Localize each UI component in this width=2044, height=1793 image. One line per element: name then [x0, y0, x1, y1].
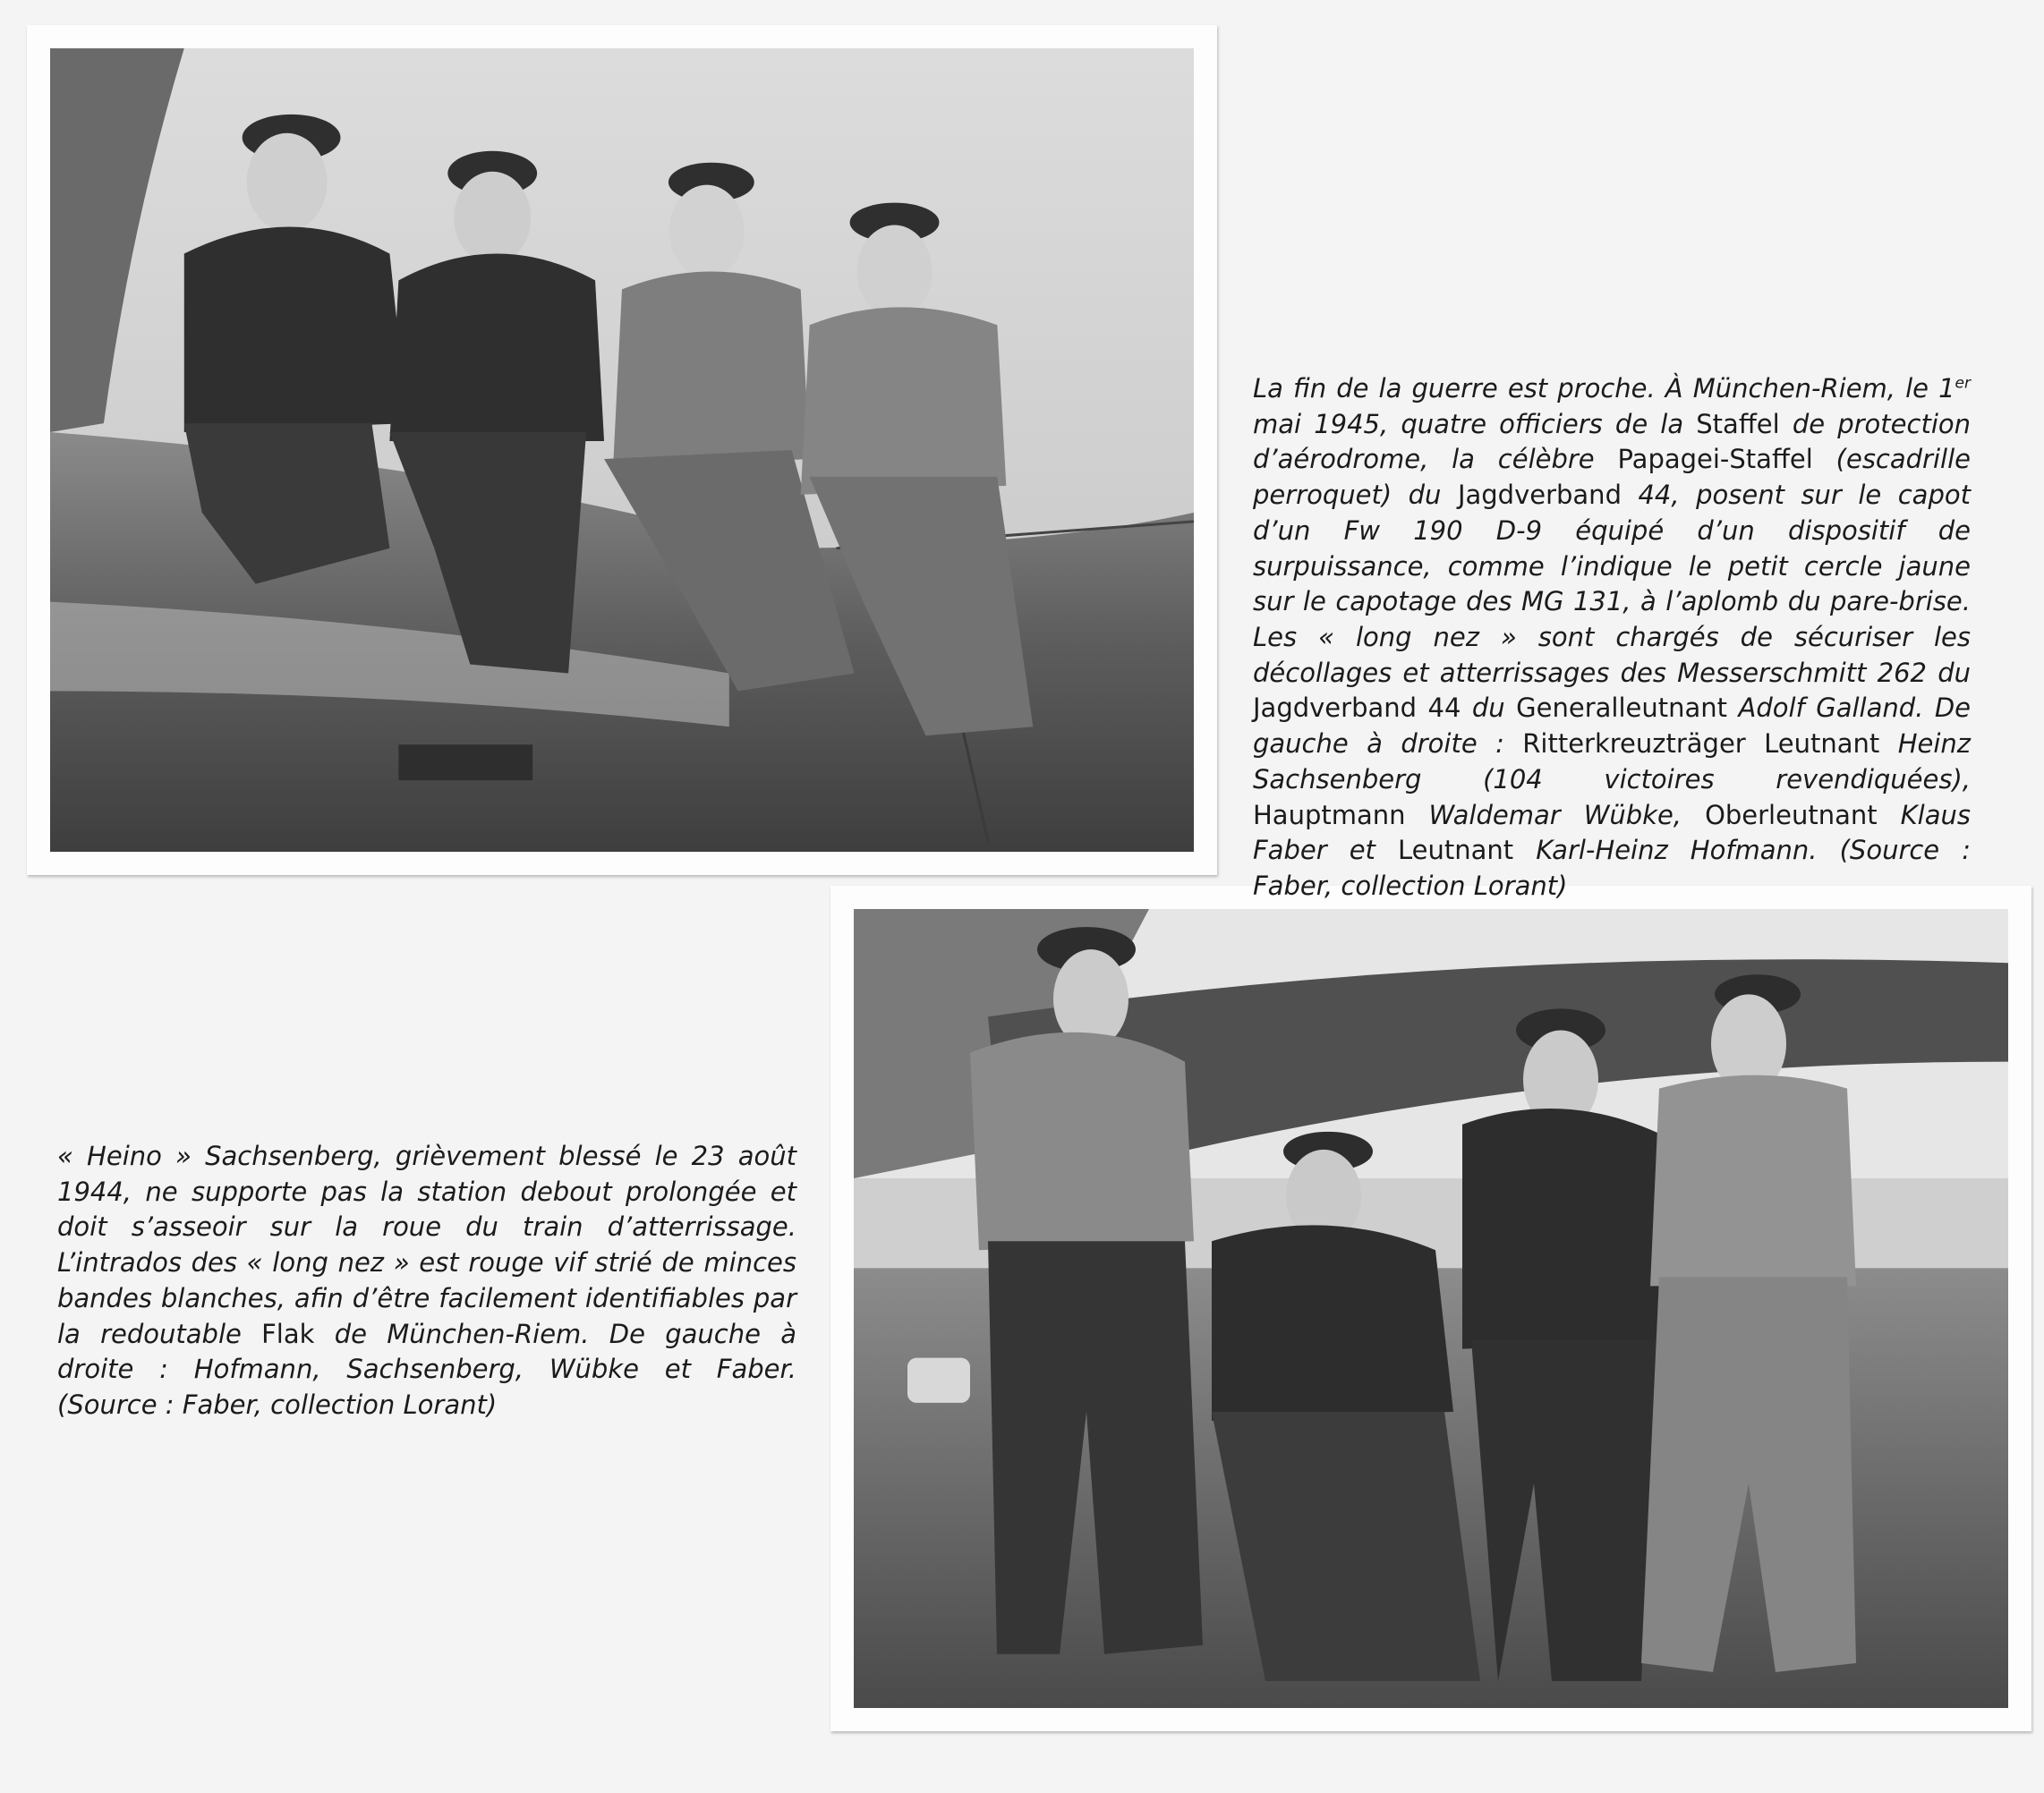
caption-top-text-9: Waldemar Wübke,	[1405, 799, 1706, 830]
caption-top-text-6: du	[1461, 693, 1517, 724]
caption-bottom-text-1: « Heino » Sachsenberg, grièvement blessé le 23 août 1944, ne supporte pas la station debout prolongée et doit s’asseoir sur la roue du train d’atterrissage. L’intrados des « long nez » est rouge vif strié de minces bandes blanches, afin d’être facilement identifiables par la redoutable	[57, 1141, 796, 1349]
caption-top-text-4: (escadrille perroquet) du	[1253, 444, 1971, 511]
caption-top-text-10: Klaus Faber et	[1253, 799, 1971, 866]
photo-top-image	[50, 48, 1194, 852]
caption-bottom-term-flak: Flak	[261, 1318, 315, 1349]
caption-top-text-11: Karl-Heinz Hofmann. (Source : Faber, collection Lorant)	[1253, 835, 1971, 902]
caption-top-text-1: La fin de la guerre est proche. À München-Riem, le 1	[1253, 373, 1955, 404]
caption-top-term-jagdverband: Jagdverband	[1457, 480, 1622, 511]
caption-top-term-jagdverband-44: Jagdverband 44	[1253, 693, 1461, 724]
caption-top-text-7: Adolf Galland. De gauche à droite :	[1253, 693, 1972, 760]
photo-bottom	[830, 886, 2031, 1731]
caption-bottom-text-2: de München-Riem. De gauche à droite : Hofmann, Sachsenberg, Wübke et Faber. (Source : Faber, collection Lorant)	[57, 1318, 796, 1421]
caption-top-text-2: mai 1945, quatre officiers de la	[1253, 408, 1697, 439]
caption-top-term-oberleutnant: Oberleutnant	[1705, 799, 1878, 830]
caption-top-term-hauptmann: Hauptmann	[1253, 799, 1406, 830]
caption-top-text-5: 44, posent sur le capot d’un Fw 190 D-9 équipé d’un dispositif de surpuissance, comme l’indique le petit cercle jaune sur le capotage des MG 131, à l’aplomb du pare-brise. Les « long nez » sont chargés de sécuriser les décollages et atterrissages des Messerschmitt 262 du	[1253, 480, 1971, 688]
caption-bottom	[57, 1139, 796, 1423]
caption-top-text-3: de protection d’aérodrome, la célèbre	[1253, 408, 1971, 475]
caption-top-term-generalleutnant: Generalleutnant	[1516, 693, 1728, 724]
caption-top-term-papagei-staffel: Papagei-Staffel	[1617, 444, 1813, 475]
photo-top	[27, 25, 1217, 875]
caption-top-superscript: er	[1955, 374, 1971, 393]
caption-top-term-leutnant: Leutnant	[1397, 835, 1514, 866]
caption-top-text-8: Heinz Sachsenberg (104 victoires revendiquées),	[1253, 728, 1971, 795]
photo-bottom-image	[854, 909, 2008, 1708]
caption-top-term-ritterkreuztraeger: Ritterkreuzträger Leutnant	[1522, 728, 1880, 760]
caption-top	[1253, 371, 1971, 905]
caption-top-term-staffel: Staffel	[1696, 408, 1780, 439]
